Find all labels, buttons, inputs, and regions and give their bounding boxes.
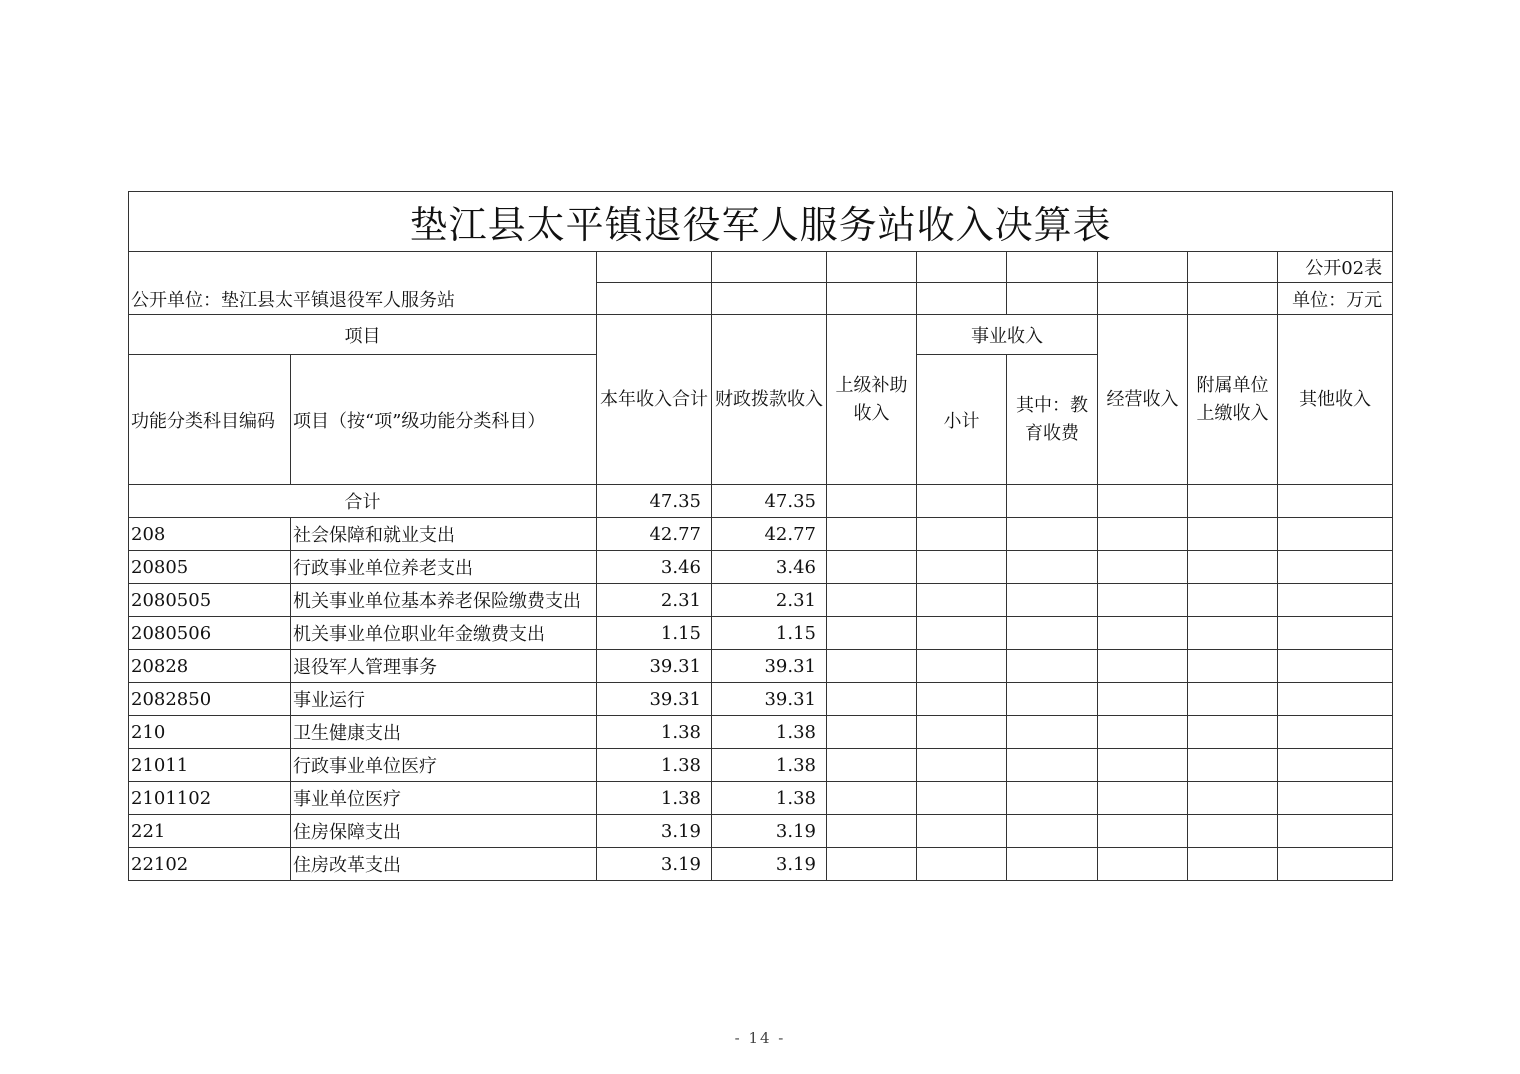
empty-cell <box>1278 683 1393 716</box>
code-cell: 22102 <box>129 848 291 881</box>
code-cell: 21011 <box>129 749 291 782</box>
table-row <box>129 782 1393 815</box>
empty-cell <box>1278 584 1393 617</box>
header-item-name: 项目（按“项”级功能分类科目） <box>291 355 597 485</box>
empty-cell <box>1098 518 1188 551</box>
data-rows <box>129 518 1393 881</box>
item-name-cell: 退役军人管理事务 <box>291 650 597 683</box>
empty-cell <box>1188 782 1278 815</box>
fiscal-cell: 1.15 <box>712 617 827 650</box>
empty-cell <box>1007 551 1098 584</box>
header-subtotal: 小计 <box>917 355 1007 485</box>
table-row <box>129 584 1393 617</box>
table-row <box>129 815 1393 848</box>
empty-cell <box>917 650 1007 683</box>
empty-cell <box>827 848 917 881</box>
total-income-cell: 42.77 <box>597 518 712 551</box>
empty-cell <box>917 782 1007 815</box>
total-label: 合计 <box>129 485 597 518</box>
total-fiscal-value: 47.35 <box>712 485 827 518</box>
total-income-cell: 2.31 <box>597 584 712 617</box>
fiscal-cell: 2.31 <box>712 584 827 617</box>
empty-cell <box>917 716 1007 749</box>
empty-cell <box>1278 716 1393 749</box>
empty-cell <box>827 683 917 716</box>
empty-cell <box>1098 716 1188 749</box>
empty-cell <box>1188 518 1278 551</box>
code-cell: 2101102 <box>129 782 291 815</box>
code-cell: 2080506 <box>129 617 291 650</box>
total-income-cell: 1.38 <box>597 749 712 782</box>
fiscal-cell: 1.38 <box>712 782 827 815</box>
total-income-value: 47.35 <box>597 485 712 518</box>
blank-cell <box>1188 283 1278 315</box>
table-row <box>129 683 1393 716</box>
empty-cell <box>917 584 1007 617</box>
header-fiscal-appropriation: 财政拨款收入 <box>712 315 827 485</box>
fiscal-cell: 3.19 <box>712 848 827 881</box>
empty-cell <box>1007 683 1098 716</box>
item-name-cell: 机关事业单位基本养老保险缴费支出 <box>291 584 597 617</box>
empty-cell <box>1278 518 1393 551</box>
total-income-cell: 39.31 <box>597 683 712 716</box>
empty-cell <box>1188 848 1278 881</box>
empty-cell <box>1188 716 1278 749</box>
item-name-cell: 机关事业单位职业年金缴费支出 <box>291 617 597 650</box>
empty-cell <box>1188 815 1278 848</box>
blank-cell <box>827 283 917 315</box>
empty-cell <box>1007 848 1098 881</box>
empty-cell <box>917 749 1007 782</box>
blank-cell <box>917 252 1007 283</box>
table-row <box>129 749 1393 782</box>
empty-cell <box>1098 782 1188 815</box>
item-name-cell: 卫生健康支出 <box>291 716 597 749</box>
item-name-cell: 行政事业单位医疗 <box>291 749 597 782</box>
code-cell: 20828 <box>129 650 291 683</box>
table-title: 垫江县太平镇退役军人服务站收入决算表 <box>129 192 1393 252</box>
empty-cell <box>1007 749 1098 782</box>
item-name-cell: 事业运行 <box>291 683 597 716</box>
total-income-cell: 3.19 <box>597 848 712 881</box>
table-row <box>129 848 1393 881</box>
item-name-cell: 行政事业单位养老支出 <box>291 551 597 584</box>
blank-cell <box>712 252 827 283</box>
total-row <box>129 485 1393 518</box>
empty-cell <box>827 617 917 650</box>
total-income-cell: 3.46 <box>597 551 712 584</box>
total-income-cell: 1.15 <box>597 617 712 650</box>
empty-cell <box>917 683 1007 716</box>
blank-cell <box>827 252 917 283</box>
code-cell: 208 <box>129 518 291 551</box>
table-row <box>129 617 1393 650</box>
empty-cell <box>1278 749 1393 782</box>
blank-cell <box>1098 252 1188 283</box>
item-name-cell: 社会保障和就业支出 <box>291 518 597 551</box>
empty-cell <box>827 551 917 584</box>
empty-cell <box>1278 815 1393 848</box>
empty-cell <box>1188 584 1278 617</box>
empty-cell <box>1278 782 1393 815</box>
fiscal-cell: 1.38 <box>712 716 827 749</box>
empty-cell <box>827 716 917 749</box>
item-name-cell: 住房改革支出 <box>291 848 597 881</box>
empty-cell <box>1188 749 1278 782</box>
header-total-income: 本年收入合计 <box>597 315 712 485</box>
blank-cell <box>917 283 1007 315</box>
empty-cell <box>1098 815 1188 848</box>
empty-cell <box>1098 551 1188 584</box>
table-row <box>129 518 1393 551</box>
blank-cell <box>597 283 712 315</box>
empty-cell <box>1007 518 1098 551</box>
empty-cell <box>1098 683 1188 716</box>
header-education-fee: 其中：教育收费 <box>1007 355 1098 485</box>
empty-cell <box>1278 650 1393 683</box>
empty-cell <box>1007 815 1098 848</box>
blank-cell <box>1188 252 1278 283</box>
empty-cell <box>917 518 1007 551</box>
empty-cell <box>1007 584 1098 617</box>
header-institution-income: 事业收入 <box>917 315 1098 355</box>
blank-cell <box>1007 252 1098 283</box>
empty-cell <box>1188 551 1278 584</box>
header-code: 功能分类科目编码 <box>129 355 291 485</box>
empty-cell <box>1098 584 1188 617</box>
blank-cell <box>1007 283 1098 315</box>
empty-cell <box>1007 617 1098 650</box>
header-item-group: 项目 <box>129 315 597 355</box>
fiscal-cell: 3.46 <box>712 551 827 584</box>
code-cell: 210 <box>129 716 291 749</box>
form-code: 公开02表 <box>1278 252 1393 283</box>
code-cell: 2082850 <box>129 683 291 716</box>
empty-cell <box>827 584 917 617</box>
table-row <box>129 716 1393 749</box>
header-affiliated-income: 附属单位上缴收入 <box>1188 315 1278 485</box>
fiscal-cell: 39.31 <box>712 683 827 716</box>
header-business-income: 经营收入 <box>1098 315 1188 485</box>
empty-cell <box>1278 617 1393 650</box>
header-superior-subsidy: 上级补助收入 <box>827 315 917 485</box>
empty-cell <box>1007 650 1098 683</box>
code-cell: 20805 <box>129 551 291 584</box>
empty-cell <box>1098 749 1188 782</box>
empty-cell <box>917 815 1007 848</box>
total-income-cell: 1.38 <box>597 716 712 749</box>
empty-cell <box>827 518 917 551</box>
empty-cell <box>1188 617 1278 650</box>
total-income-cell: 39.31 <box>597 650 712 683</box>
empty-cell <box>827 815 917 848</box>
empty-cell <box>1098 617 1188 650</box>
table-row <box>129 551 1393 584</box>
fiscal-cell: 42.77 <box>712 518 827 551</box>
header-other-income: 其他收入 <box>1278 315 1393 485</box>
code-cell: 2080505 <box>129 584 291 617</box>
blank-cell <box>597 252 712 283</box>
item-name-cell: 住房保障支出 <box>291 815 597 848</box>
empty-cell <box>1278 848 1393 881</box>
table-row <box>129 650 1393 683</box>
empty-cell <box>827 782 917 815</box>
total-income-cell: 3.19 <box>597 815 712 848</box>
code-cell: 221 <box>129 815 291 848</box>
total-income-cell: 1.38 <box>597 782 712 815</box>
empty-cell <box>827 650 917 683</box>
empty-cell <box>1188 650 1278 683</box>
income-final-accounts-table <box>128 191 1393 881</box>
page-number: - 14 - <box>734 1029 786 1047</box>
empty-cell <box>917 617 1007 650</box>
empty-cell <box>1278 551 1393 584</box>
empty-cell <box>1098 650 1188 683</box>
empty-cell <box>1188 683 1278 716</box>
empty-cell <box>917 551 1007 584</box>
blank-cell <box>712 283 827 315</box>
fiscal-cell: 39.31 <box>712 650 827 683</box>
item-name-cell: 事业单位医疗 <box>291 782 597 815</box>
empty-cell <box>1098 848 1188 881</box>
empty-cell <box>1007 716 1098 749</box>
empty-cell <box>917 848 1007 881</box>
empty-cell <box>827 749 917 782</box>
publishing-unit: 公开单位：垫江县太平镇退役军人服务站 <box>129 252 597 315</box>
fiscal-cell: 1.38 <box>712 749 827 782</box>
blank-cell <box>1098 283 1188 315</box>
empty-cell <box>1007 782 1098 815</box>
currency-unit: 单位：万元 <box>1278 283 1393 315</box>
fiscal-cell: 3.19 <box>712 815 827 848</box>
